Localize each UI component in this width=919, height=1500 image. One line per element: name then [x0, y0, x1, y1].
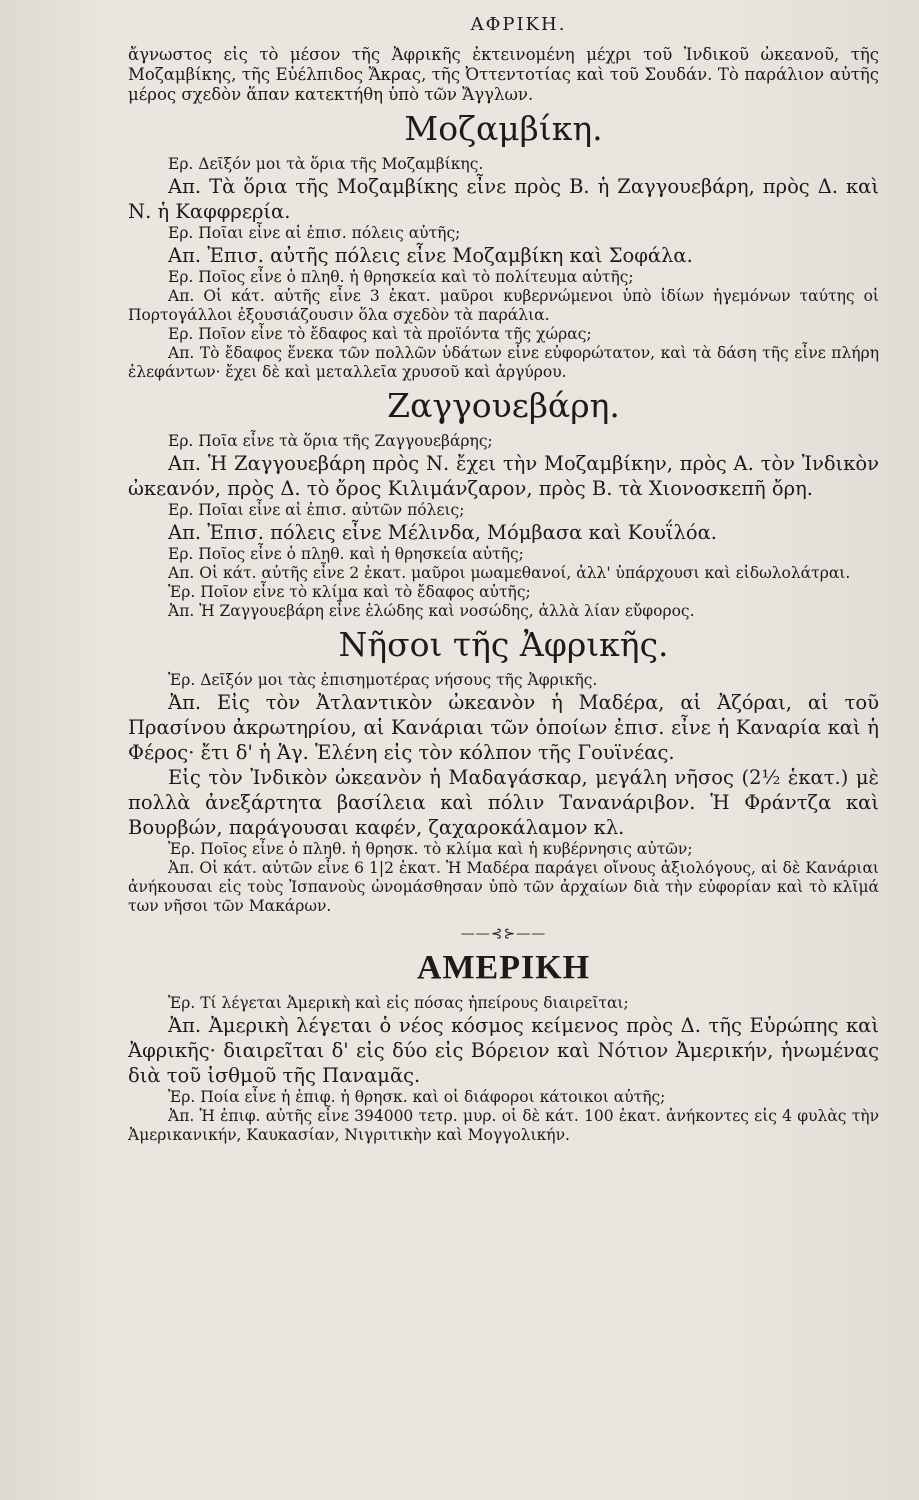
- section-mozambique: [128, 155, 879, 382]
- qa-line: Ἐρ. Ποῖον εἶνε τὸ κλίμα καὶ τὸ ἔδαφος αὐτῆς;: [168, 583, 531, 601]
- section-zanzibar: [128, 432, 879, 621]
- section-title-zanzibar: Ζαγγουεβάρη.: [387, 386, 620, 425]
- section-title-islands: Νῆσοι τῆς Ἀφρικῆς.: [338, 625, 669, 664]
- qa-line: Ἀπ. Ἀμερικὴ λέγεται ὁ νέος κόσμος κείμενος πρὸς Δ. τῆς Εὐρώπης καὶ Ἀφρικῆς· διαιρεῖται δ' εἰς δύο εἰς Βόρειον καὶ Νότιον Ἀμερικήν, ἡνωμένας διὰ τοῦ ἰσθμοῦ τῆς Παναμᾶς.: [128, 1014, 879, 1087]
- qa-line: Εἰς τὸν Ἰνδικὸν ὠκεανὸν ἡ Μαδαγάσκαρ, μεγάλη νῆσος (2½ ἑκατ.) μὲ πολλὰ ἀνεξάρτητα βασίλεια καὶ πόλιν Τανανάριβον. Ἡ Φράντζα καὶ Βουρβών, παράγουσαι καφέν, ζαχαροκάλαμον κλ.: [128, 766, 879, 839]
- section-title-america: ΑΜΕΡΙΚΗ: [416, 949, 591, 986]
- section-islands: [128, 671, 879, 916]
- running-head: ΑΦΡΙΚΗ.: [470, 14, 567, 35]
- qa-line: Ερ. Δεῖξόν μοι τὰ ὅρια τῆς Μοζαμβίκης.: [168, 155, 484, 173]
- qa-line: Ἐρ. Ποῖος εἶνε ὁ πληθ. ἡ θρησκ. τὸ κλίμα καὶ ἡ κυβέρνησις αὐτῶν;: [168, 840, 693, 858]
- qa-line: Απ. Τὰ ὅρια τῆς Μοζαμβίκης εἶνε πρὸς Β. ἡ Ζαγγουεβάρη, πρὸς Δ. καὶ Ν. ἡ Καφφρερία.: [128, 175, 879, 223]
- qa-line: Ἀπ. Ἡ Ζαγγουεβάρη εἶνε ἑλώδης καὶ νοσώδης, ἀλλὰ λίαν εὔφορος.: [168, 602, 695, 620]
- qa-line: Ἀπ. Οἱ κάτ. αὐτῶν εἶνε 6 1|2 ἑκατ. Ἡ Μαδέρα παράγει οἴνους ἀξιολόγους, αἱ δὲ Κανάριαι ἀνήκουσαι εἰς τοὺς Ἰσπανοὺς ὠνομάσθησαν ὑπὸ τῶν ἀρχαίων διὰ τὴν εὐφορίαν καὶ τὸ κλῖμά των νῆσοι τῶν Μακάρων.: [128, 859, 879, 915]
- qa-line: Ἐρ. Δεῖξόν μοι τὰς ἐπισημοτέρας νήσους τῆς Ἀφρικῆς.: [168, 671, 598, 689]
- section-america: [128, 994, 879, 1145]
- qa-line: Ερ. Ποῖαι εἶνε αἱ ἐπισ. πόλεις αὐτῆς;: [168, 224, 461, 242]
- ornamental-divider: ——⊰⊱——: [460, 926, 547, 942]
- qa-line: Απ. Οἱ κάτ. αὐτῆς εἶνε 2 ἑκατ. μαῦροι μωαμεθανοί, ἀλλ' ὑπάρχουσι καὶ εἰδωλολάτραι.: [168, 564, 851, 582]
- qa-line: Ἀπ. Εἰς τὸν Ἀτλαντικὸν ὠκεανὸν ἡ Μαδέρα, αἱ Ἀζόραι, αἱ τοῦ Πρασίνου ἀκρωτηρίου, αἱ Κανάριαι τῶν ὁποίων ἐπισ. εἶνε ἡ Καναρία καὶ ἡ Φέρος· ἔτι δ' ἡ Ἁγ. Ἑλένη εἰς τὸν κόλπον τῆς Γουϊνέας.: [128, 691, 879, 764]
- qa-line: Ἀπ. Ἡ ἐπιφ. αὐτῆς εἶνε 394000 τετρ. μυρ. οἱ δὲ κάτ. 100 ἑκατ. ἀνήκοντες εἰς 4 φυλὰς τὴν Ἀμερικανικήν, Καυκασίαν, Νιγριτικὴν καὶ Μογγολικήν.: [128, 1107, 879, 1144]
- qa-line: Ερ. Ποῖος εἶνε ὁ πληθ. καὶ ἡ θρησκεία αὐτῆς;: [168, 545, 524, 563]
- section-title-mozambique: Μοζαμβίκη.: [404, 109, 603, 148]
- qa-line: Ερ. Ποῖον εἶνε τὸ ἔδαφος καὶ τὰ προϊόντα τῆς χώρας;: [168, 325, 592, 343]
- qa-line: Απ. Τὸ ἔδαφος ἕνεκα τῶν πολλῶν ὑδάτων εἶνε εὐφορώτατον, καὶ τὰ δάση τῆς εἶνε πλήρη ἐλεφάντων· ἔχει δὲ καὶ μεταλλεῖα χρυσοῦ καὶ ἀργύρου.: [128, 344, 879, 381]
- qa-line: Ἐρ. Ποία εἶνε ἡ ἐπιφ. ἡ θρησκ. καὶ οἱ διάφοροι κάτοικοι αὐτῆς;: [168, 1088, 666, 1106]
- qa-line: Απ. Ἡ Ζαγγουεβάρη πρὸς Ν. ἔχει τὴν Μοζαμβίκην, πρὸς Α. τὸν Ἰνδικὸν ὠκεανόν, πρὸς Δ. τὸ ὄρος Κιλιμάνζαρον, πρὸς Β. τὰ Χιονοσκεπῆ ὄρη.: [128, 452, 879, 500]
- qa-line: Ερ. Ποῖα εἶνε τὰ ὅρια τῆς Ζαγγουεβάρης;: [168, 432, 493, 450]
- qa-line: Απ. Ἐπισ. αὐτῆς πόλεις εἶνε Μοζαμβίκη καὶ Σοφάλα.: [168, 244, 693, 267]
- qa-line: Απ. Οἱ κάτ. αὐτῆς εἶνε 3 ἑκατ. μαῦροι κυβερνώμενοι ὑπὸ ἰδίων ἡγεμόνων ταύτης οἱ Πορτογάλλοι ἐξουσιάζουσιν ὅλα σχεδὸν τὰ παράλια.: [128, 287, 879, 324]
- qa-line: Απ. Ἐπισ. πόλεις εἶνε Μέλινδα, Μόμβασα καὶ Κουΐλόα.: [168, 521, 717, 544]
- qa-line: Ερ. Ποῖος εἶνε ὁ πληθ. ἡ θρησκεία καὶ τὸ πολίτευμα αὐτῆς;: [168, 268, 634, 286]
- qa-line: Ερ. Ποῖαι εἶνε αἱ ἐπισ. αὐτῶν πόλεις;: [168, 501, 465, 519]
- qa-line: Ἐρ. Τί λέγεται Ἀμερικὴ καὶ εἰς πόσας ἠπείρους διαιρεῖται;: [168, 994, 629, 1012]
- intro-paragraph: ἄγνωστος εἰς τὸ μέσον τῆς Ἀφρικῆς ἐκτεινομένη μέχρι τοῦ Ἰνδικοῦ ὠκεανοῦ, τῆς Μοζαμβίκης, τῆς Εὐέλπιδος Ἄκρας, τῆς Ὀττεντοτίας καὶ τοῦ Σουδάν. Τὸ παράλιον αὐτῆς μέρος σχεδὸν ἅπαν κατεκτήθη ὑπὸ τῶν Ἄγγλων.: [128, 45, 879, 104]
